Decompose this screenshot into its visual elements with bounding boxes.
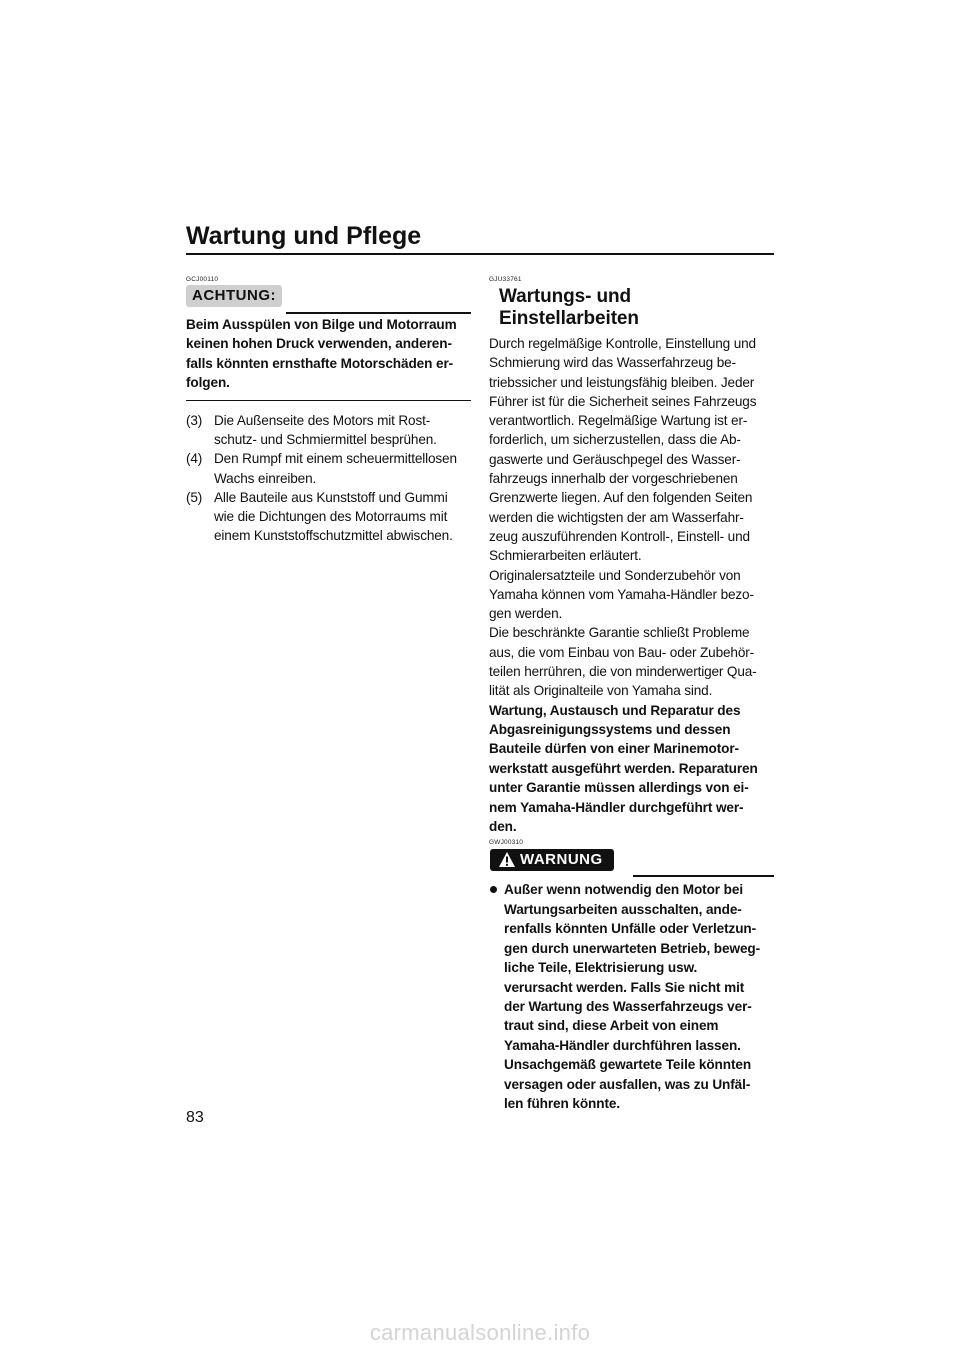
warning-label: WARNUNG <box>520 851 603 869</box>
caution-badge: ACHTUNG: <box>186 285 282 307</box>
parts-paragraph: Originalersatzteile und Sonderzubehör von Yamaha können vom Yamaha-Händler bezo- gen werden. <box>489 567 754 622</box>
warning-top-rule <box>633 875 774 877</box>
left-column <box>186 276 471 546</box>
warranty-paragraph: Die beschränkte Garantie schließt Probleme aus, die vom Einbau von Bau- oder Zubehör- teilen herrühren, die von minderwertiger Qua- lität als Originalteile von Yamaha sind. <box>489 625 757 699</box>
page-number: 83 <box>186 1109 204 1126</box>
caution-text: Beim Ausspülen von Bilge und Motorraum keinen hohen Druck verwenden, anderen- falls könnten ernsthafte Motorschäden er- folgen. <box>186 317 457 391</box>
page-title: Wartung und Pflege <box>186 222 422 250</box>
watermark: carmanualsonline.info <box>369 1320 591 1345</box>
emission-notice: Wartung, Austausch und Reparatur des Abgasreinigungssystems und dessen Bauteile dürfen von einer Marinemotor- werkstatt ausgeführt werden. Reparaturen unter Garantie müssen allerdings von ei- nem Yamaha-Händler durchgeführt wer- den. <box>489 702 758 835</box>
warning-badge <box>490 849 614 871</box>
title-rule <box>186 253 774 255</box>
caution-header <box>186 285 471 311</box>
warning-header <box>489 849 774 875</box>
section-code: GJU33761 <box>489 276 522 283</box>
right-column <box>489 276 774 1113</box>
caution-bottom-rule <box>186 400 471 402</box>
list-item-3: (3) Die Außenseite des Motors mit Rost- schutz- und Schmiermittel besprühen. <box>186 412 437 447</box>
list-item-4: (4) Den Rumpf mit einem scheuermittellosen Wachs einreiben. <box>186 451 457 486</box>
warning-bullet: Außer wenn notwendig den Motor bei Wartungsarbeiten ausschalten, ande- renfalls könnten Unfälle oder Verletzun- gen durch unerwarteten Betrieb, beweg- liche Teile, Elektrisierung usw. verursacht werden. Falls Sie nicht mit der Wartung des Wasserfahrzeugs ver- traut sind, diese Arbeit von einem Yamaha-Händler durchführen lassen. Unsachgemäß gewartete Teile könnten versagen oder ausfallen, was zu Unfäl- len führen könnte. <box>489 880 774 1113</box>
intro-paragraph: Durch regelmäßige Kontrolle, Einstellung und Schmierung wird das Wasserfahrzeug be- triebssicher und leistungsfähig bleiben. Jeder Führer ist für die Sicherheit seines Fahrzeugs verantwortlich. Regelmäßige Wartung ist er- forderlich, um sicherzustellen, dass die Ab- gaswerte und Geräuschpegel des Wasser- fahrzeugs innerhalb der vorgeschriebenen Grenzwerte liegen. Auf den folgenden Seiten werden die wichtigsten der am Wasserfahr- zeug auszuführenden Kontroll-, Einstell- und Schmierarbeiten erläutert. <box>489 336 757 564</box>
warning-triangle-icon <box>498 851 516 868</box>
caution-top-rule <box>286 312 471 314</box>
caution-code: GCJ00110 <box>186 276 219 283</box>
section-title: Wartungs- und Einstellarbeiten <box>499 286 639 329</box>
bullet-icon <box>490 886 497 893</box>
list-item-5: (5) Alle Bauteile aus Kunststoff und Gummi wie die Dichtungen des Motorraums mit einem Kunststoffschutzmittel abwischen. <box>186 489 453 544</box>
warning-code: GWJ00310 <box>489 839 524 847</box>
